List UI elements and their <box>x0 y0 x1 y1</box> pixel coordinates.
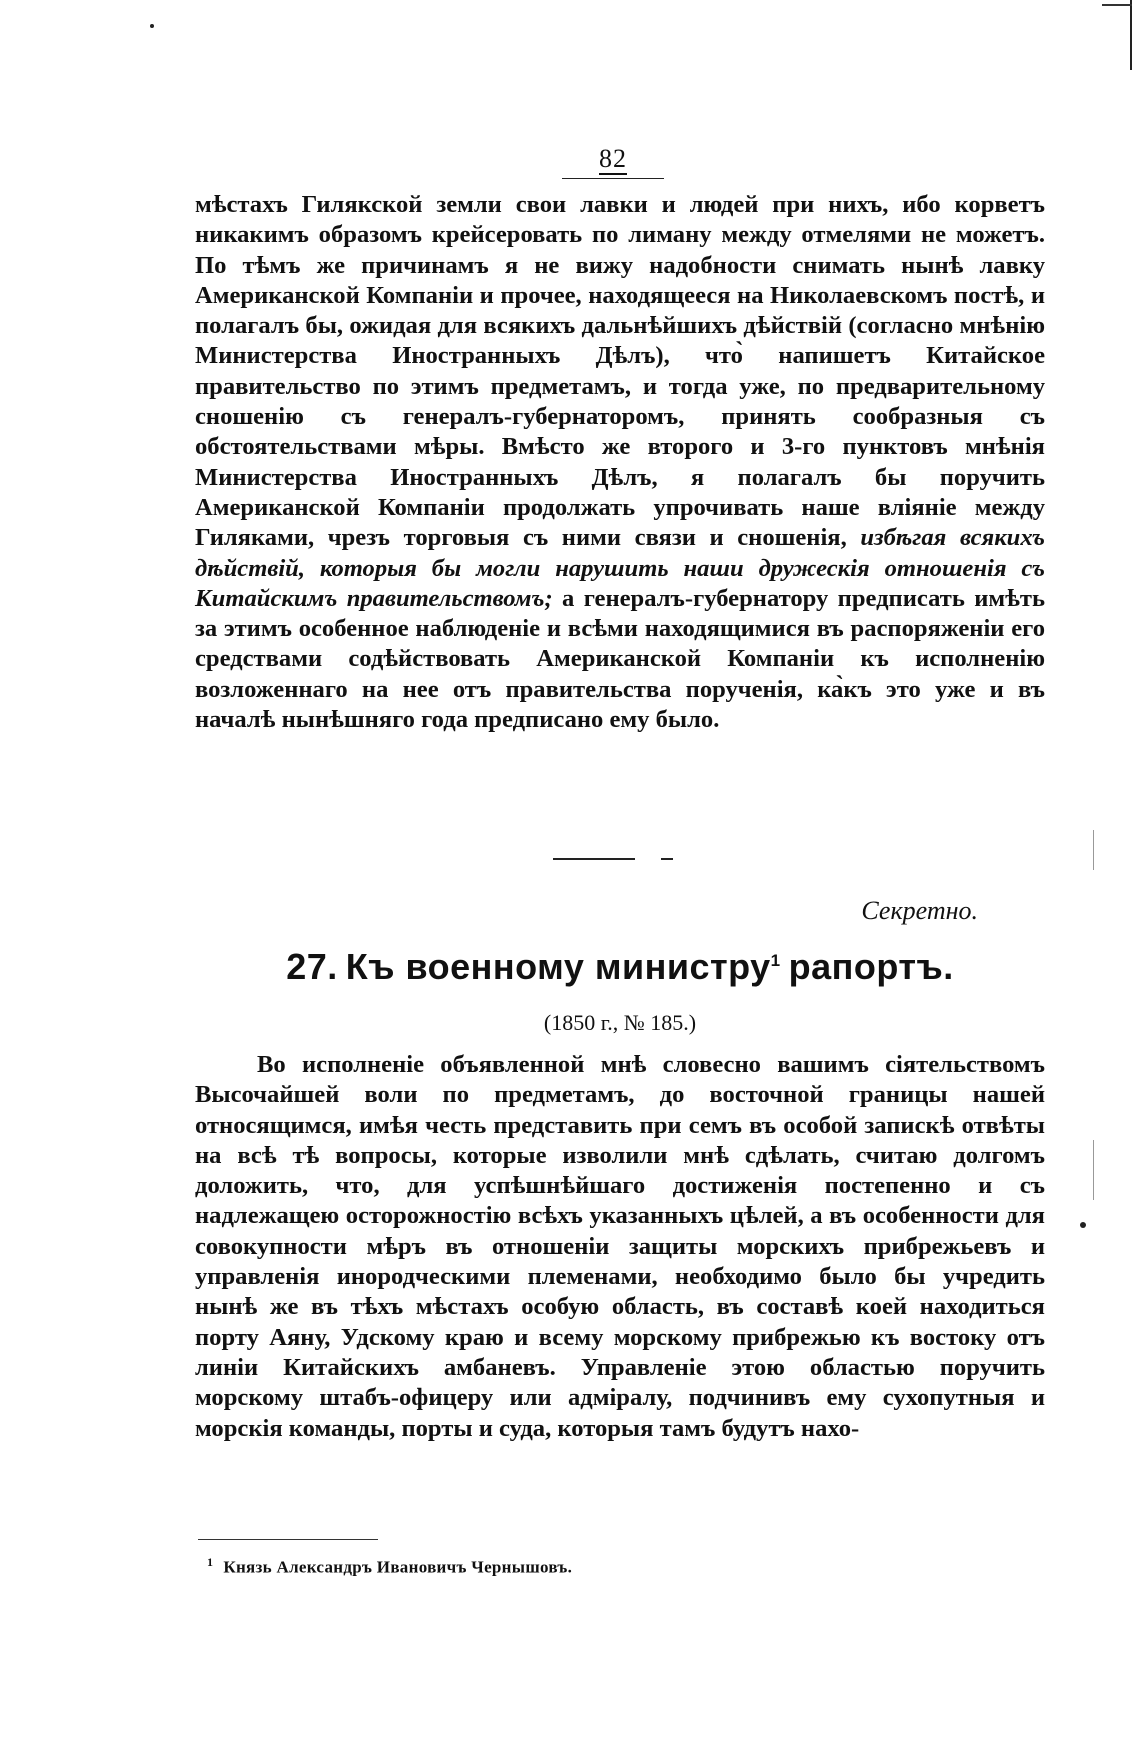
scan-speck <box>150 24 154 28</box>
scan-speck <box>1080 1222 1086 1228</box>
body-text-lower <box>195 1050 1045 1444</box>
footnote-mark: 1 <box>207 1555 214 1569</box>
classification-label: Секретно. <box>861 896 978 925</box>
document-number: 27. <box>286 946 338 987</box>
footnote-reference: 1 <box>770 951 781 970</box>
document-date: (1850 г., № 185.) <box>543 1010 697 1035</box>
italic-emphasis: избѣгая всякихъ дѣйствій, которыя бы могли нарушить наши дружескія отношенія съ Китайскимъ правительствомъ; <box>195 524 1045 612</box>
footnote-divider <box>198 1539 378 1540</box>
scan-edge-mark <box>1102 4 1132 6</box>
section-divider <box>553 858 635 860</box>
margin-mark <box>1093 830 1094 870</box>
scan-edge-mark <box>1130 0 1132 70</box>
footnote-text: Князь Александръ Ивановичъ Чернышовъ. <box>223 1557 573 1577</box>
document-title: Къ военному министру <box>345 946 771 987</box>
page-number: 82 <box>568 144 658 174</box>
document-title-tail: рапортъ. <box>788 946 954 987</box>
paragraph-text: мѣстахъ Гилякской земли свои лавки и людей при нихъ, ибо корветъ никакимъ образомъ крейсеровать по лиману между отмелями не можетъ. По тѣмъ же причинамъ я не вижу надобности снимать нынѣ лавку Американской Компаніи и прочее, находящееся на Николаевскомъ постѣ, и полагалъ бы, ожидая для всякихъ дальнѣйшихъ дѣйствій (согласно мнѣнію Министерства Иностранныхъ Дѣлъ), что̀ напишетъ Китайское правительство по этимъ предметамъ, и тогда уже, по предварительному сношенію съ генералъ-губернаторомъ, принять сообразныя съ обстоятельствами мѣры. Вмѣсто же второго и 3-го пунктовъ мнѣнія Министерства Иностранныхъ Дѣлъ, я полагалъ бы поручить Американской Компаніи продолжать упрочивать наше вліяніе между Гиляками, чрезъ торговыя съ ними связи и сношенія, <box>195 191 1045 552</box>
section-divider <box>661 858 673 860</box>
document-heading <box>195 940 1045 988</box>
body-text-upper <box>195 190 1045 735</box>
footnote <box>207 1552 572 1578</box>
paragraph <box>195 190 1045 735</box>
paragraph: Во исполненіе объявленной мнѣ словесно вашимъ сіятельствомъ Высочайшей воли по предметамъ, до восточной границы нашей относящимся, имѣя честь представить при семъ въ особой запискѣ отвѣты на всѣ тѣ вопросы, которые изволили мнѣ сдѣлать, считаю долгомъ доложить, что, для успѣшнѣйшаго достиженія постепенно и съ надлежащею осторожностію всѣхъ указанныхъ цѣлей, а въ особенности для совокупности мѣръ въ отношеніи защиты морскихъ прибрежьевъ и управленія инородческими племенами, необходимо было бы учредить нынѣ же въ тѣхъ мѣстахъ особую область, въ составѣ коей находиться порту Аяну, Удскому краю и всему морскому прибрежью къ востоку отъ линіи Китайскихъ амбаневъ. Управленіе этою областью поручить морскому штабъ-офицеру или адміралу, подчинивъ ему сухопутныя и морскія команды, порты и суда, которыя тамъ будутъ нахо- <box>195 1051 1045 1442</box>
margin-mark <box>1093 1140 1094 1200</box>
paragraph-text-tail: а генералъ-губернатору предписать имѣть за этимъ особенное наблюденіе и всѣми находящимися въ распоряженіи его средствами содѣйствовать Американской Компаніи къ исполненію возложеннаго на нее отъ правительства порученія, ка̀къ это уже и въ началѣ нынѣшняго года предписано ему было. <box>195 584 1045 734</box>
